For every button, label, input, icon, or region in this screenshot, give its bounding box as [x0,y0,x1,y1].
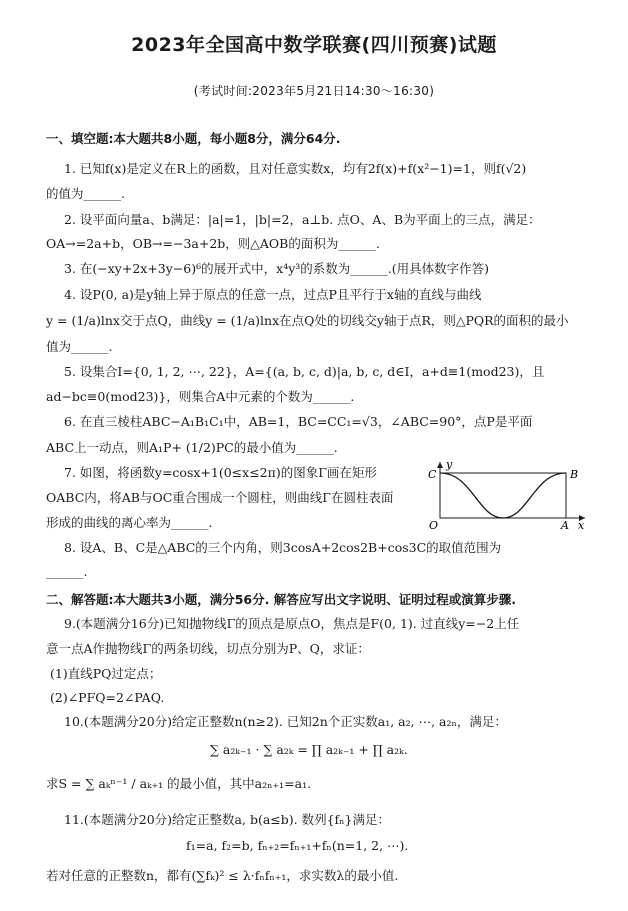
problem-4-line-3: 值为______. [46,339,113,354]
problem-9-line-1: 9.(本题满分16分)已知抛物线Γ的顶点是原点O，焦点是F(0, 1). 过直线y=−2上任 [64,616,520,631]
problem-5-line-1: 5. 设集合I={0, 1, 2, ⋯, 22}，A={(a, b, c, d)|a, b, c, d∈I，a+d≡1(mod23)，且 [64,364,545,379]
problem-11-recurrence-formula: f₁=a, f₂=b, fₙ₊₂=fₙ₊₁+fₙ(n=1, 2, ⋯). [186,838,409,853]
label-y: y [446,458,453,471]
problem-7-line-2: OABC内，将AB与OC重合围成一个圆柱，则曲线Γ在圆柱表面 [46,490,394,505]
problem-11-line-2: 若对任意的正整数n，都有(∑fₖ)² ≤ λ·fₙfₙ₊₁，求实数λ的最小值. [46,868,399,883]
label-C: C [428,468,437,481]
exam-time: (考试时间:2023年5月21日14:30～16:30) [193,84,435,98]
problem-2-line-2: OA→=2a+b，OB→=−3a+2b，则△AOB的面积为______. [46,236,380,251]
problem-9-line-2: 意一点A作抛物线Γ的两条切线，切点分别为P、Q，求证： [46,641,370,656]
problem-8-line-2: ______. [46,564,88,579]
problem-9-part-1: (1)直线PQ过定点； [50,666,162,681]
problem-9-part-2: (2)∠PFQ=2∠PAQ. [50,690,165,705]
section-solution-heading: 二、解答题:本大题共3小题，满分56分. 解答应写出文字说明、证明过程或演算步骤. [46,592,516,607]
problem-7-line-3: 形成的曲线的离心率为______. [46,515,213,530]
problem-1-line-2: 的值为______. [46,186,125,201]
problem-10-line-1: 10.(本题满分20分)给定正整数n(n≥2). 已知2n个正实数a₁, a₂, ⋯, a₂ₙ，满足： [64,714,507,729]
problem-6-line-1: 6. 在直三棱柱ABC−A₁B₁C₁中，AB=1，BC=CC₁=√3，∠ABC=90°，点P是平面 [64,414,533,429]
page-title: 2023年全国高中数学联赛(四川预赛)试题 [131,34,497,56]
cosine-curve [440,473,566,518]
section-fill-in-heading: 一、填空题:本大题共8小题，每小题8分，满分64分. [46,131,341,146]
label-x: x [578,519,585,532]
problem-2-line-1: 2. 设平面向量a、b满足：|a|=1，|b|=2，a⊥b. 点O、A、B为平面上的三点，满足： [64,212,541,227]
label-A: A [561,519,569,532]
problem-4-line-2: y = (1/a)lnx交于点Q，曲线y = (1/a)lnx在点Q处的切线交y轴于点R，则△PQR的面积的最小 [46,313,569,328]
problem-6-line-2: ABC上一动点，则A₁P+ (1/2)PC的最小值为______. [46,440,338,455]
cosine-rectangle-figure [420,458,592,532]
y-axis-arrow-icon [437,462,443,468]
problem-10-line-2: 求S = ∑ aₖⁿ⁻¹ / aₖ₊₁ 的最小值，其中a₂ₙ₊₁=a₁. [46,776,312,791]
problem-10-condition-formula: ∑ a₂ₖ₋₁ · ∑ a₂ₖ = ∏ a₂ₖ₋₁ + ∏ a₂ₖ. [210,742,408,757]
problem-5-line-2: ad−bc≡0(mod23)}，则集合A中元素的个数为______. [46,389,355,404]
problem-7-line-1: 7. 如图，将函数y=cosx+1(0≤x≤2π)的图象Γ画在矩形 [64,465,377,480]
label-B: B [570,468,579,481]
problem-3: 3. 在(−xy+2x+3y−6)⁶的展开式中，x⁴y³的系数为______.(用具体数字作答) [64,261,490,276]
problem-4-line-1: 4. 设P(0, a)是y轴上异于原点的任意一点，过点P且平行于x轴的直线与曲线 [64,287,482,302]
problem-1-line-1: 1. 已知f(x)是定义在R上的函数，且对任意实数x，均有2f(x)+f(x²−1)=1，则f(√2) [64,161,527,176]
problem-11-line-1: 11.(本题满分20分)给定正整数a, b(a≤b). 数列{fₙ}满足： [64,812,391,827]
problem-8-line-1: 8. 设A、B、C是△ABC的三个内角，则3cosA+2cos2B+cos3C的取值范围为 [64,540,502,555]
label-O: O [429,519,439,532]
